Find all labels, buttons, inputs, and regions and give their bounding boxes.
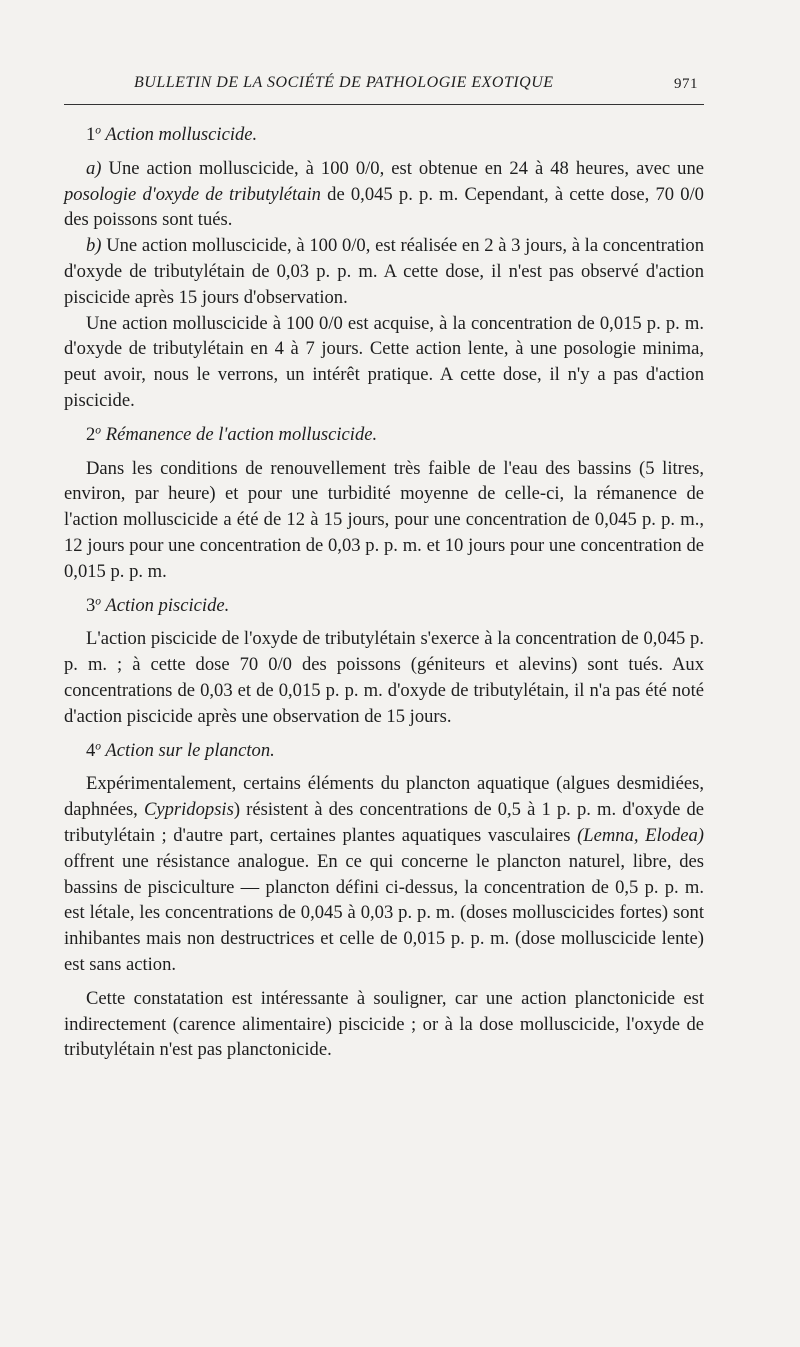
paragraph-1b: b) Une action molluscicide, à 100 0/0, est réalisée en 2 à 3 jours, à la concentration d'oxyde de tributylétain de 0,03 p. p. m. A cette dose, il n'est pas observé d'action piscicide après 15 jours d'observation.	[64, 235, 704, 308]
paragraph-4a: Expérimentalement, certains éléments du plancton aquatique (algues desmidiées, daphnées, Cypridopsis) résistent à des concentrations de 0,5 à 1 p. p. m. d'oxyde de tributylétain ; d'autre part, certaines plantes aquatiques vasculaires (Lemna, Elodea) offrent une résistance analogue. En ce qui concerne le plancton naturel, libre, des bassins de pisciculture — plancton défini ci-dessus, la concentration de 0,5 p. p. m. est létale, les concentrations de 0,045 à 0,03 p. p. m. (doses molluscicides fortes) sont inhibantes mais non destructrices et celle de 0,015 p. p. m. (dose molluscicide lente) est sans action.	[64, 773, 704, 975]
section-heading-2: 2$^o$ Rémanence de l'action molluscicide.	[86, 423, 378, 445]
section-heading-3: 3$^o$ Action piscicide.	[86, 594, 230, 616]
section-heading-4: 4$^o$ Action sur le plancton.	[86, 739, 275, 761]
paragraph-1c: Une action molluscicide à 100 0/0 est acquise, à la concentration de 0,015 p. p. m. d'oxyde de tributylétain en 4 à 7 jours. Cette action lente, à une posologie minima, peut avoir, nous le verrons, un intérêt pratique. A cette dose, il n'y a pas d'action piscicide.	[64, 312, 704, 411]
paragraph-2: Dans les conditions de renouvellement très faible de l'eau des bassins (5 litres, environ, par heure) et pour une turbidité moyenne de celle-ci, la rémanence de l'action molluscicide a été de 12 à 15 jours, pour une concentration de 0,045 p. p. m., 12 jours pour une concentration de 0,03 p. p. m. et 10 jours pour une concentration de 0,015 p. p. m.	[64, 457, 704, 582]
header-rule	[64, 104, 704, 105]
paragraph-4b: Cette constatation est intéressante à souligner, car une action planctonicide est indirectement (carence alimentaire) piscicide ; or à la dose molluscicide, l'oxyde de tributylétain n'est pas planctonicide.	[64, 987, 704, 1061]
page-number: 971	[674, 76, 698, 92]
article-body	[64, 122, 704, 1063]
section-heading-1: 1$^o$ Action molluscicide.	[86, 124, 258, 145]
paragraph-1a: a) Une action molluscicide, à 100 0/0, est obtenue en 24 à 48 heures, avec une posologie d'oxyde de tributylétain de 0,045 p. p. m. Cependant, à cette dose, 70 0/0 des poissons sont tués.	[64, 157, 704, 231]
paragraph-3: L'action piscicide de l'oxyde de tributylétain s'exerce à la concentration de 0,045 p. p. m. ; à cette dose 70 0/0 des poissons (géniteurs et alevins) sont tués. Aux concentrations de 0,03 et de 0,015 p. p. m. d'oxyde de tributylétain, il n'a pas été noté d'action piscicide après une observation de 15 jours.	[64, 628, 704, 727]
running-header	[64, 74, 704, 96]
journal-title: BULLETIN DE LA SOCIÉTÉ DE PATHOLOGIE EXOTIQUE	[134, 74, 554, 91]
